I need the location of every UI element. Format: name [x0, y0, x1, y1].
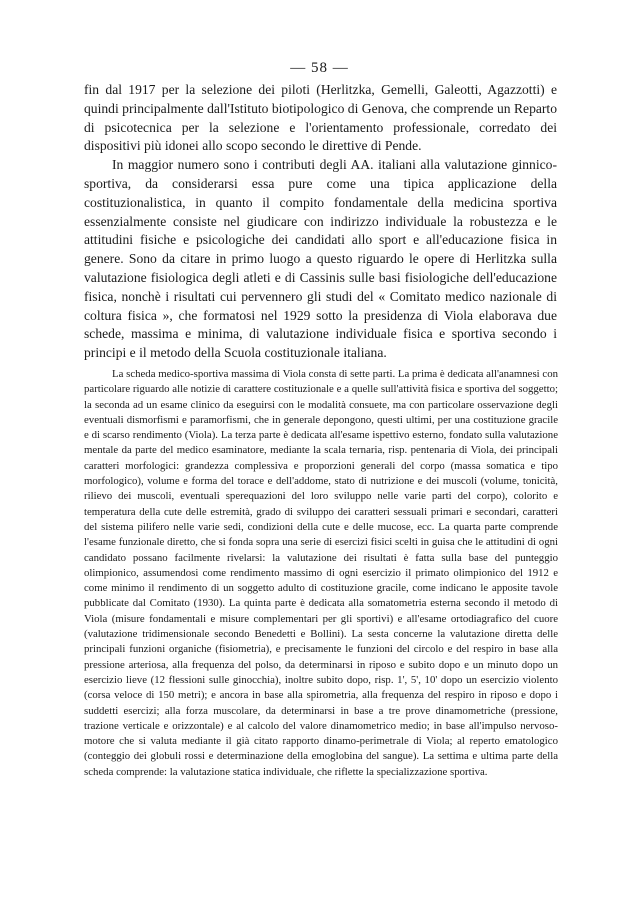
paragraph-sports-evaluation: In maggior numero sono i contributi degli AA. italiani alla valutazione ginnico-sportiva, da considerarsi essa pure come una tipica applicazione della costituzionalistica, in quanto il compito fondamentale della medicina sportiva essenzialmente consiste nel giudicare con indirizzo individuale la robustezza e le attitudini fisiche e psicologiche dei candidati allo sport e all'educazione fisica in genere. Sono da citare in primo luogo a questo riguardo le opere di Herlitzka sulla valutazione fisiologica degli atleti e di Cassinis sulle basi fisiologiche dell'educazione fisica, nonchè i risultati cui pervennero gli studi del « Comitato medico nazionale di coltura fisica », che formatosi nel 1929 sotto la presidenza di Viola elaborava due schede, massima e minima, di valutazione individuale fisica e sportiva secondo i principi e il metodo della Scuola costituzionale italiana.: [84, 157, 557, 361]
paragraph-continuation: fin dal 1917 per la selezione dei piloti (Herlitzka, Gemelli, Galeotti, Agazzotti) e quindi principalmente dall'Istituto biotipologico di Genova, che comprende un Reparto di psicotecnica per la selezione e l'orientamento professionale, corredato dei dispositivi più idonei allo scopo secondo le direttive di Pende.: [84, 82, 557, 154]
small-print-section: [84, 367, 558, 780]
paragraph-scheda-viola: La scheda medico-sportiva massima di Viola consta di sette parti. La prima è dedicata all'anamnesi con particolare riguardo alle notizie di carattere costituzionale e a quelle sull'attività fisica e sportiva del soggetto; la seconda ad un esame clinico da eseguirsi con le modalità consuete, ma con particolare osservazione degli eventuali dismorfismi e paramorfismi, che in generale depongono, questi ultimi, per una costituzione gracile e di scarso rendimento (Viola). La terza parte è dedicata all'esame ispettivo esterno, fondato sulla valutazione mentale da parte del medico esaminatore, mediante la scala ternaria, risp. pentenaria di Viola, dei principali caratteri morfologici: grandezza complessiva e proporzioni generali del corpo (massa somatica e tipo morfologico), volume e forma del torace e dell'addome, stato di nutrizione e dei muscoli (volume, tonicità, rilievo dei muscoli, eventuali sperequazioni del loro sviluppo nelle varie parti del corpo), colorito e temperatura della cute delle estremità, grado di sviluppo dei caratteri sessuali primari e secondari, caratteri del sistema pilifero nelle varie sedi, condizioni della cute e delle mucose, ecc. La quarta parte comprende l'esame funzionale diretto, che si fonda sopra una serie di esercizi fisici scelti in guisa che le attitudini di ogni candidato possano facilmente rivelarsi: la valutazione dei risultati è fatta sulla base del punteggio olimpionico, assumendosi come rendimento massimo di ogni esercizio il primato olimpionico del 1912 e come minimo il rendimento di un soggetto adulto di costituzione gracile, come indicano le apposite tavole pubblicate dal Comitato (1930). La quinta parte è dedicata alla somatometria esterna secondo il metodo di Viola (misure fondamentali e misure complementari per gli sportivi) e all'esame ortodiagrafico del cuore (valutazione tridimensionale secondo Benedetti e Bollini). La sesta concerne la valutazione diretta delle principali funzioni organiche (fisiometria), e precisamente le funzioni del circolo e del respiro in base alla pressione arteriosa, alla frequenza del polso, da determinarsi in riposo e subito dopo e un minuto dopo un esercizio lieve (12 flessioni sulle ginocchia), inoltre subito dopo, risp. 1', 5', 10' dopo un esercizio violento (corsa veloce di 150 metri); e ancora in base alla spirometria, alla frequenza del respiro in riposo e dopo i suddetti esercizi; alla forza muscolare, da determinarsi in base a tre prove dinamometriche (pressione, trazione verticale e orizzontale) e al calcolo del valore dinamometrico medio; in base all'impulso nervoso-motore che si valuta mediante il già citato rapporto dinamo-perimetrale di Viola; al reperto ematologico (conteggio dei globuli rossi e determinazione della emoglobina del sangue). La settima e ultima parte della scheda comprende: la valutazione statica individuale, che riflette la specializzazione sportiva.: [84, 368, 558, 778]
page-number: — 58 —: [290, 60, 349, 76]
main-text: [84, 81, 557, 363]
